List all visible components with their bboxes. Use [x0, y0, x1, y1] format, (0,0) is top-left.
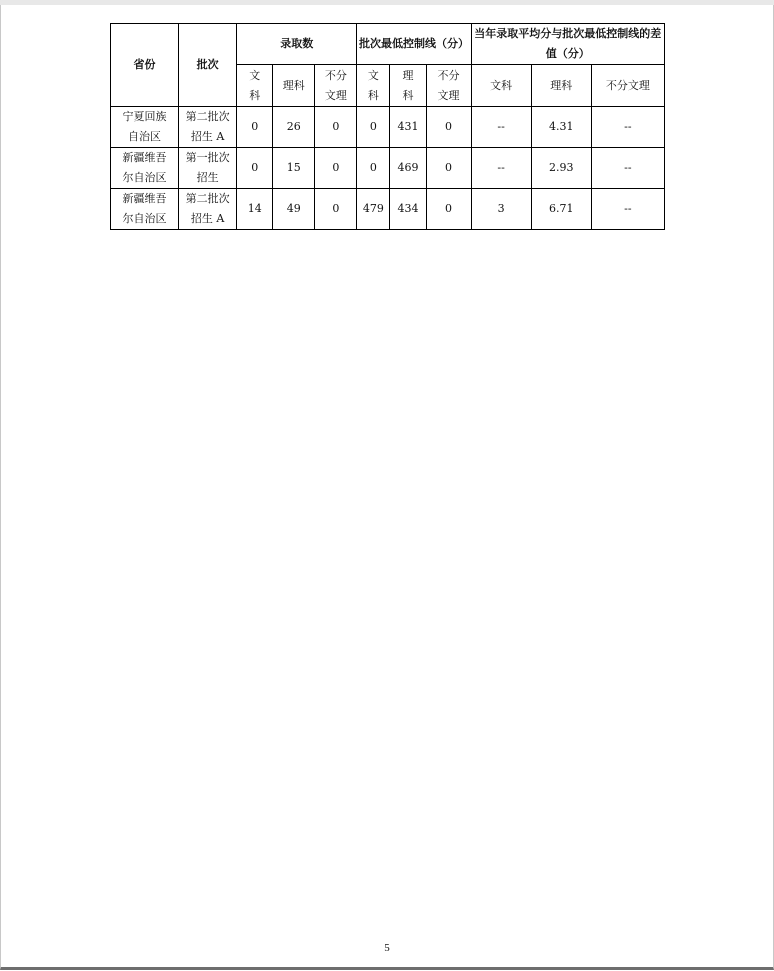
table-row — [111, 189, 665, 230]
subheader-difference-arts: 文科 — [471, 65, 531, 107]
cell-difference-undivided: -- — [591, 189, 664, 230]
cell-difference-undivided: -- — [591, 148, 664, 189]
cell-province: 宁夏回族自治区 — [111, 107, 179, 148]
header-admitted: 录取数 — [237, 24, 357, 65]
subheader-control-science: 理科 — [390, 65, 426, 107]
cell-admitted-science: 26 — [273, 107, 315, 148]
cell-admitted-arts: 0 — [237, 107, 273, 148]
cell-control-arts: 0 — [357, 107, 390, 148]
cell-batch: 第二批次招生 A — [179, 189, 237, 230]
cell-control-arts: 479 — [357, 189, 390, 230]
subheader-difference-undivided: 不分文理 — [591, 65, 664, 107]
cell-admitted-undivided: 0 — [315, 107, 357, 148]
cell-control-science: 431 — [390, 107, 426, 148]
page-number: 5 — [384, 942, 390, 954]
cell-control-undivided: 0 — [426, 107, 471, 148]
cell-difference-arts: -- — [471, 107, 531, 148]
header-control-line: 批次最低控制线（分） — [357, 24, 471, 65]
header-difference: 当年录取平均分与批次最低控制线的差值（分） — [471, 24, 664, 65]
table-row — [111, 107, 665, 148]
subheader-admitted-arts: 文科 — [237, 65, 273, 107]
header-batch: 批次 — [179, 24, 237, 107]
cell-admitted-arts: 14 — [237, 189, 273, 230]
cell-difference-science: 2.93 — [531, 148, 591, 189]
cell-admitted-arts: 0 — [237, 148, 273, 189]
cell-admitted-science: 49 — [273, 189, 315, 230]
cell-admitted-undivided: 0 — [315, 189, 357, 230]
cell-difference-arts: 3 — [471, 189, 531, 230]
cell-difference-science: 4.31 — [531, 107, 591, 148]
subheader-admitted-undivided: 不分文理 — [315, 65, 357, 107]
subheader-admitted-science: 理科 — [273, 65, 315, 107]
cell-control-undivided: 0 — [426, 148, 471, 189]
cell-difference-science: 6.71 — [531, 189, 591, 230]
cell-difference-arts: -- — [471, 148, 531, 189]
cell-control-science: 469 — [390, 148, 426, 189]
cell-province: 新疆维吾尔自治区 — [111, 148, 179, 189]
table-row — [111, 148, 665, 189]
cell-control-undivided: 0 — [426, 189, 471, 230]
subheader-control-arts: 文科 — [357, 65, 390, 107]
cell-control-science: 434 — [390, 189, 426, 230]
cell-province: 新疆维吾尔自治区 — [111, 189, 179, 230]
cell-batch: 第二批次招生 A — [179, 107, 237, 148]
cell-admitted-science: 15 — [273, 148, 315, 189]
header-province: 省份 — [111, 24, 179, 107]
header-row-top — [111, 24, 665, 65]
subheader-difference-science: 理科 — [531, 65, 591, 107]
subheader-control-undivided: 不分文理 — [426, 65, 471, 107]
cell-control-arts: 0 — [357, 148, 390, 189]
cell-admitted-undivided: 0 — [315, 148, 357, 189]
cell-difference-undivided: -- — [591, 107, 664, 148]
admission-table — [110, 23, 665, 230]
cell-batch: 第一批次招生 — [179, 148, 237, 189]
